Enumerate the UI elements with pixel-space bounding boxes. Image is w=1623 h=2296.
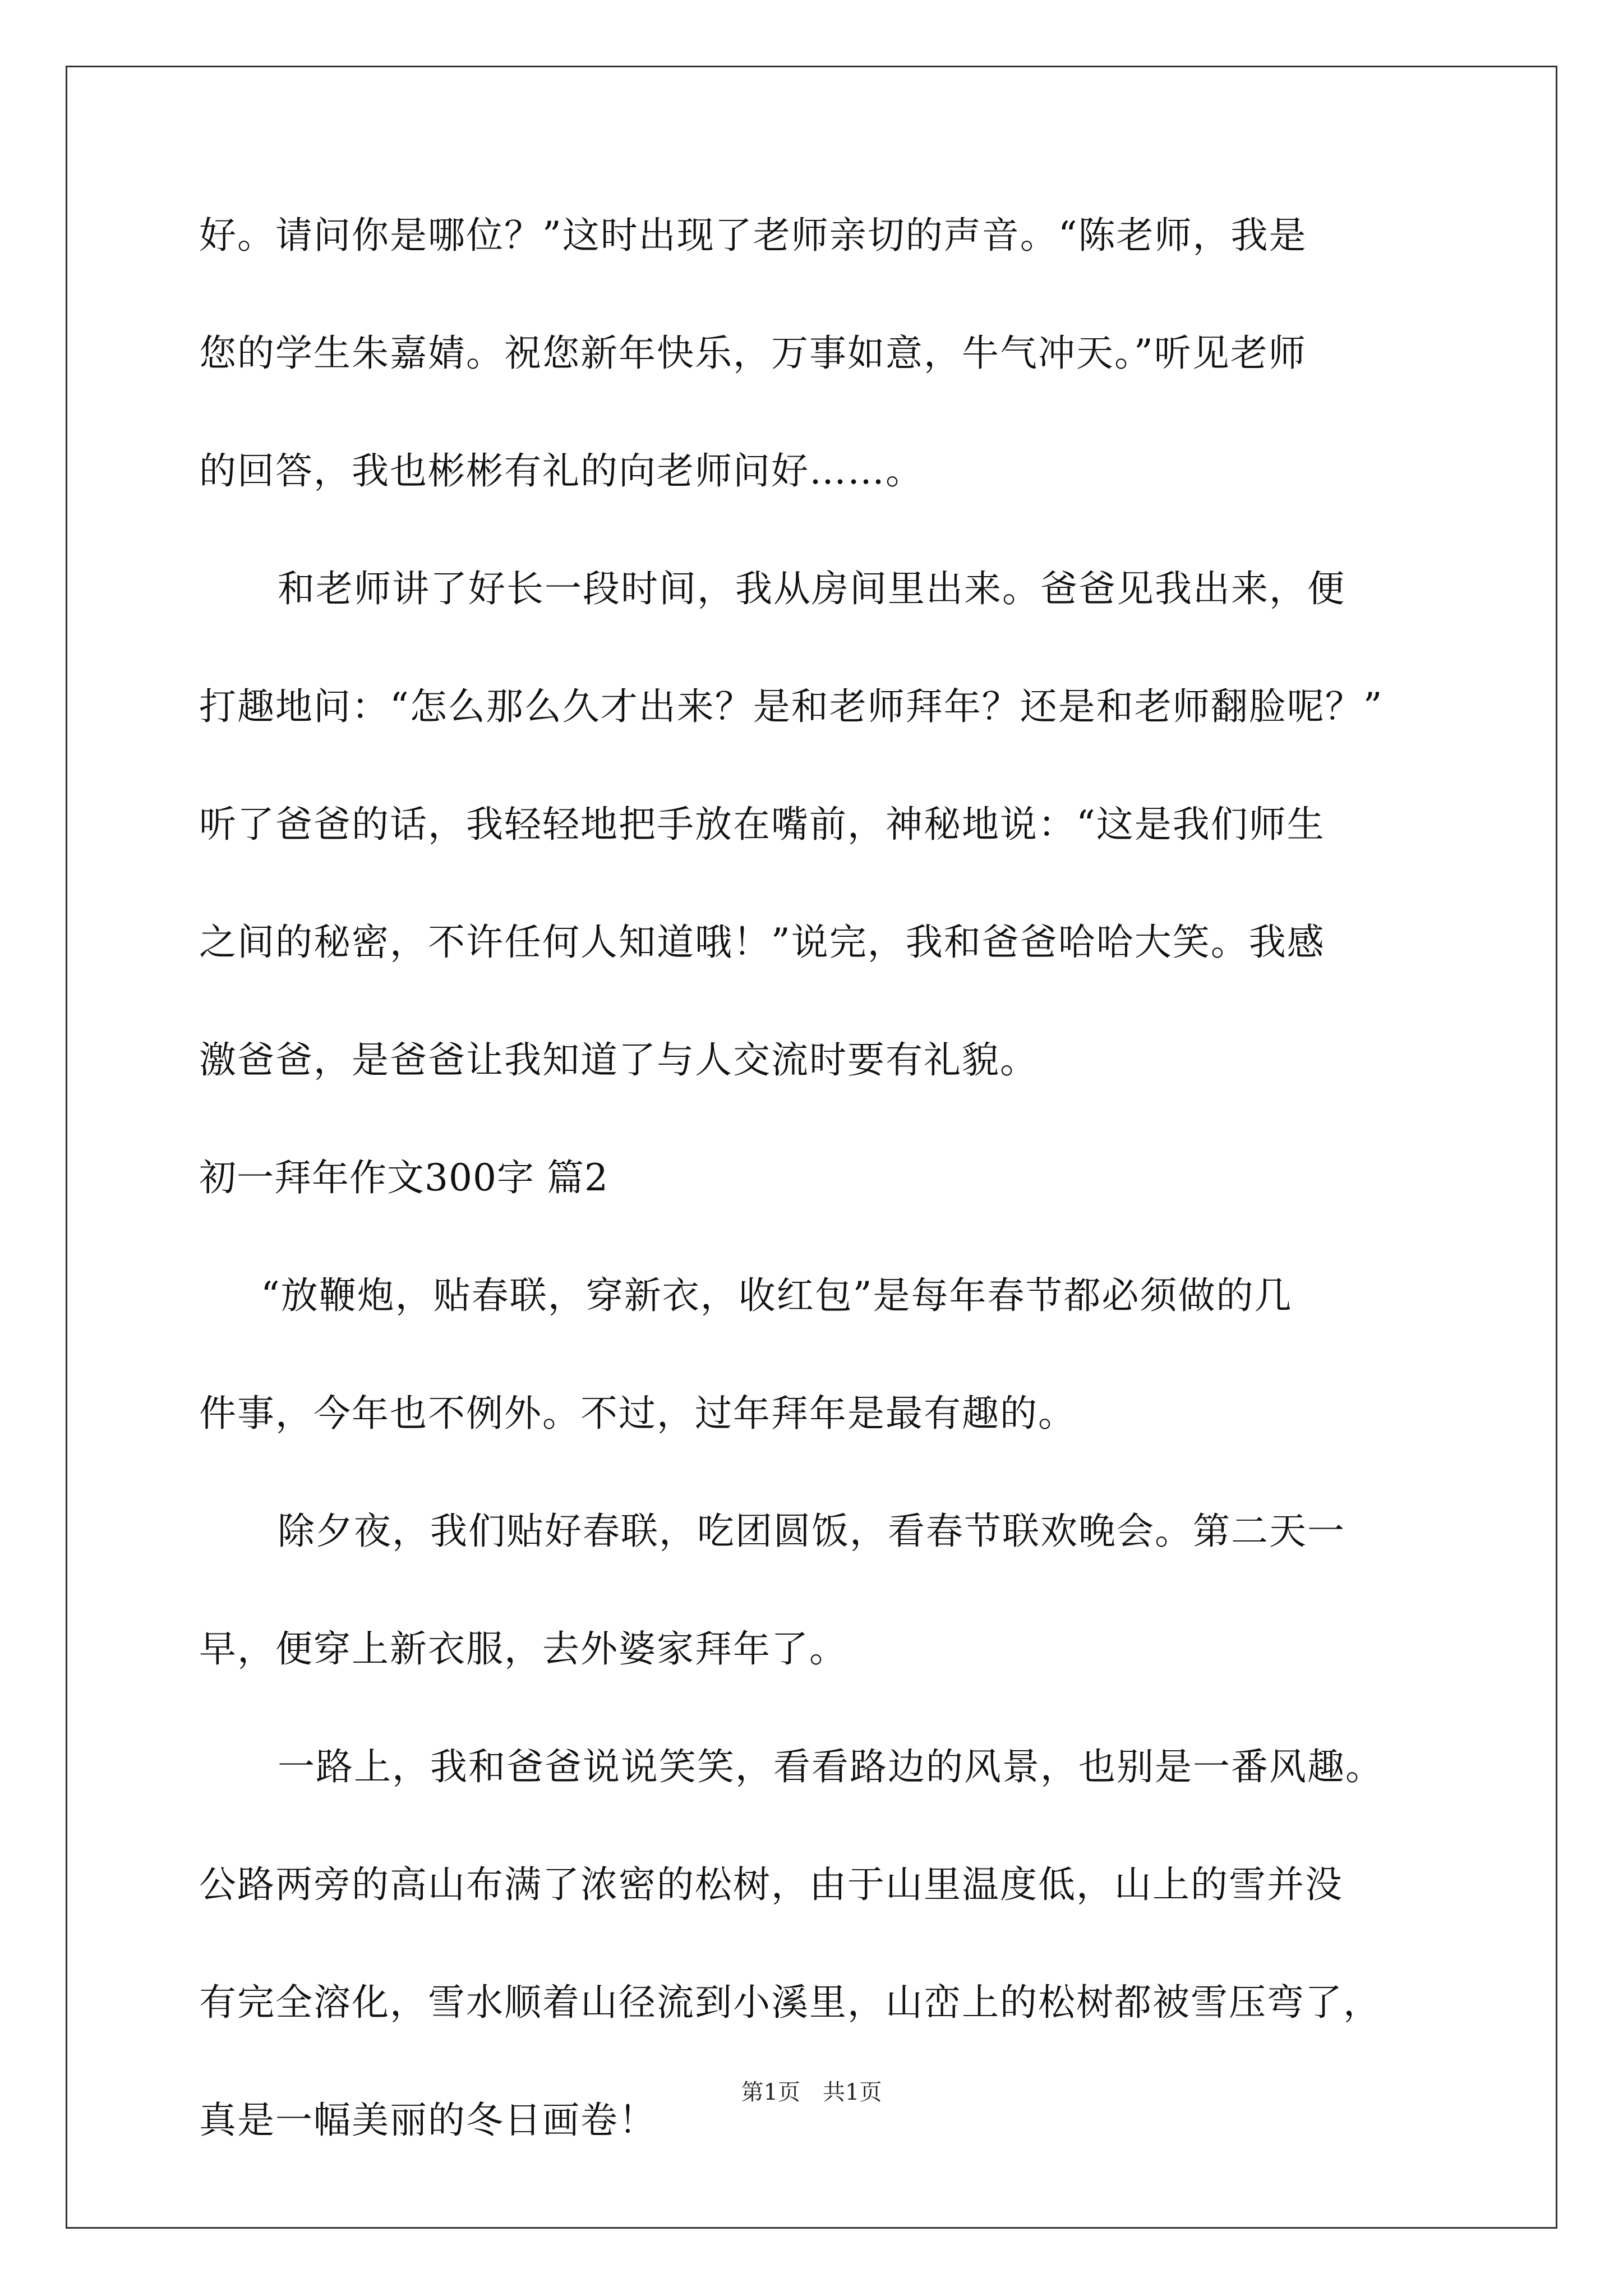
text-line: 之间的秘密，不许任何人知道哦！”说完，我和爸爸哈哈大笑。我感 — [199, 921, 1325, 964]
paragraph-start-line: 和老师讲了好长一段时间，我从房间里出来。爸爸见我出来，便 — [278, 567, 1345, 610]
text-line: 真是一幅美丽的冬日画卷！ — [199, 2099, 657, 2142]
text-line: 公路两旁的高山布满了浓密的松树，由于山里温度低，山上的雪并没 — [199, 1863, 1343, 1906]
text-line: 激爸爸，是爸爸让我知道了与人交流时要有礼貌。 — [199, 1038, 1038, 1082]
paragraph-start-line: “放鞭炮，贴春联，穿新衣，收红包”是每年春节都必须做的几 — [261, 1274, 1293, 1317]
text-line: 的回答，我也彬彬有礼的向老师问好……。 — [199, 449, 924, 493]
text-line: 早，便穿上新衣服，去外婆家拜年了。 — [199, 1627, 847, 1671]
paragraph-start-line: 一路上，我和爸爸说说笑笑，看看路边的风景，也别是一番风趣。 — [278, 1745, 1384, 1788]
text-line: 您的学生朱嘉婧。祝您新年快乐，万事如意，牛气冲天。”听见老师 — [199, 332, 1307, 375]
text-line: 听了爸爸的话，我轻轻地把手放在嘴前，神秘地说：“这是我们师生 — [199, 803, 1325, 846]
text-line: 打趣地问：“怎么那么久才出来？是和老师拜年？还是和老师翻脸呢？” — [199, 685, 1384, 728]
section-heading: 初一拜年作文300字 篇2 — [199, 1156, 608, 1199]
text-line: 件事，今年也不例外。不过，过年拜年是最有趣的。 — [199, 1392, 1076, 1435]
page-number-footer: 第1页 共1页 — [741, 2079, 882, 2105]
text-line: 好。请问你是哪位？”这时出现了老师亲切的声音。“陈老师，我是 — [199, 214, 1307, 257]
text-line: 有完全溶化，雪水顺着山径流到小溪里，山峦上的松树都被雪压弯了， — [199, 1981, 1381, 2024]
paragraph-start-line: 除夕夜，我们贴好春联，吃团圆饭，看春节联欢晚会。第二天一 — [278, 1510, 1345, 1553]
